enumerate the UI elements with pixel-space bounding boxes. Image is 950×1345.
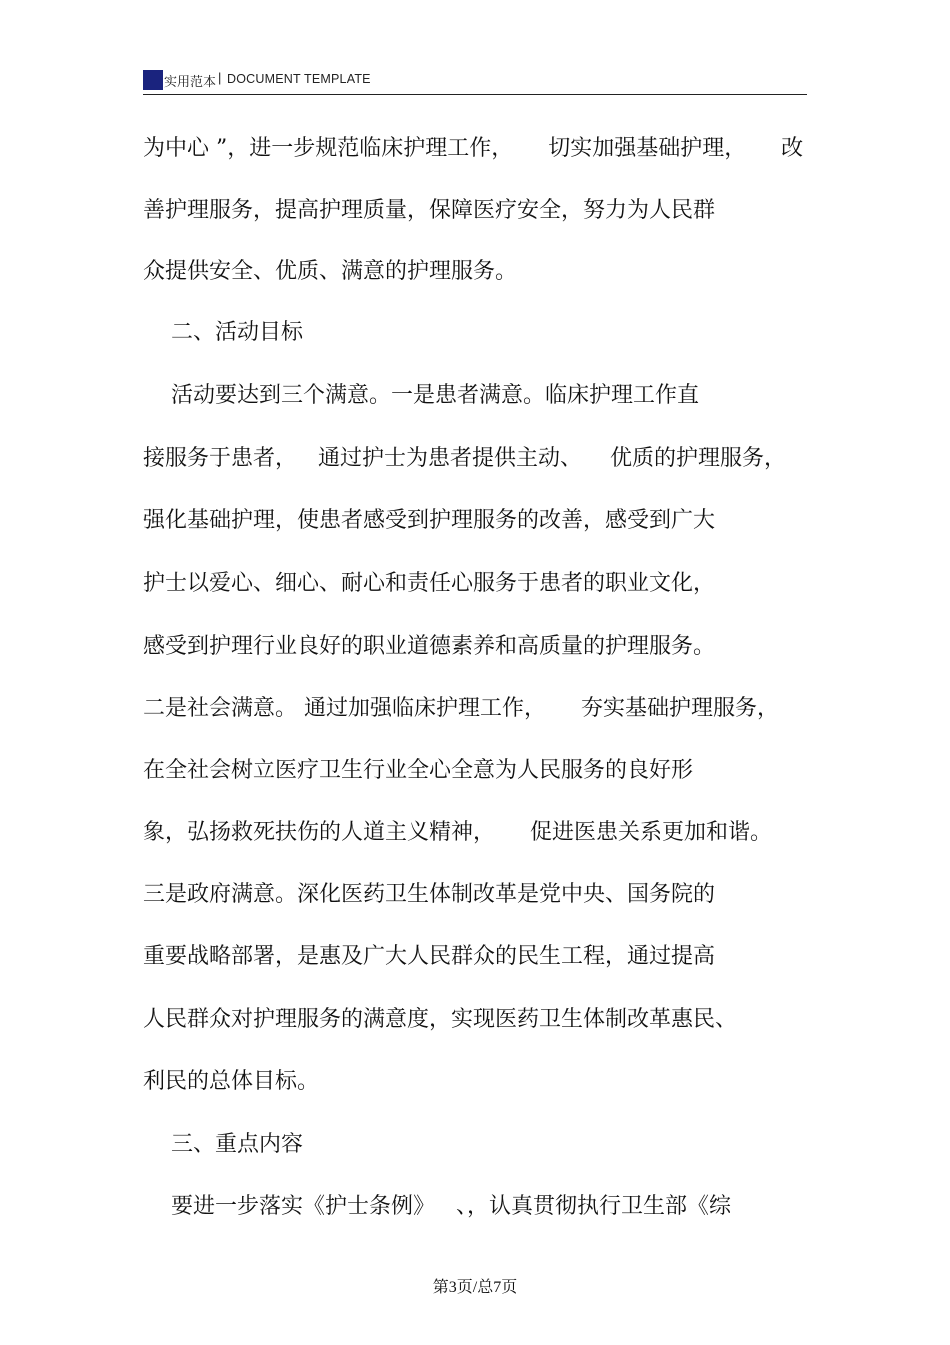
section-heading: 三、重点内容 <box>143 1132 303 1157</box>
body-line: 感受到护理行业良好的职业道德素养和高质量的护理服务。 <box>143 634 716 659</box>
body-line: 在全社会树立医疗卫生行业全心全意为人民服务的良好形 <box>143 758 694 783</box>
body-line: 二是社会满意。 通过加强临床护理工作， 夯实基础护理服务， <box>143 696 779 721</box>
body-line: 护士以爱心、细心、耐心和责任心服务于患者的职业文化， <box>143 571 716 596</box>
body-line: 为中心 ”，进一步规范临床护理工作， 切实加强基础护理， 改 <box>143 136 804 161</box>
section-heading: 二、活动目标 <box>143 320 303 345</box>
body-line: 重要战略部署，是惠及广大人民群众的民生工程，通过提高 <box>143 944 716 969</box>
body-line: 象，弘扬救死扶伤的人道主义精神， 促进医患关系更加和谐。 <box>143 820 772 845</box>
body-line: 三是政府满意。深化医药卫生体制改革是党中央、国务院的 <box>143 882 716 907</box>
body-line: 利民的总体目标。 <box>143 1069 320 1094</box>
body-line: 活动要达到三个满意。一是患者满意。临床护理工作直 <box>143 383 699 408</box>
header-logo-block <box>143 70 163 90</box>
header-separator: | <box>218 70 222 85</box>
body-line: 众提供安全、优质、满意的护理服务。 <box>143 259 518 284</box>
page-footer: 第3页/总7页 <box>432 1279 518 1296</box>
body-line: 要进一步落实《护士条例》 、，认真贯彻执行卫生部《综 <box>143 1194 731 1219</box>
page-header <box>143 68 807 95</box>
body-line: 人民群众对护理服务的满意度，实现医药卫生体制改革惠民、 <box>143 1007 738 1032</box>
header-template-label: DOCUMENT TEMPLATE <box>227 72 371 86</box>
body-line: 强化基础护理，使患者感受到护理服务的改善，感受到广大 <box>143 508 716 533</box>
header-brand: 实用范本 <box>164 74 217 89</box>
body-line: 善护理服务，提高护理质量，保障医疗安全，努力为人民群 <box>143 198 716 223</box>
body-line: 接服务于患者， 通过护士为患者提供主动、 优质的护理服务， <box>143 446 786 471</box>
